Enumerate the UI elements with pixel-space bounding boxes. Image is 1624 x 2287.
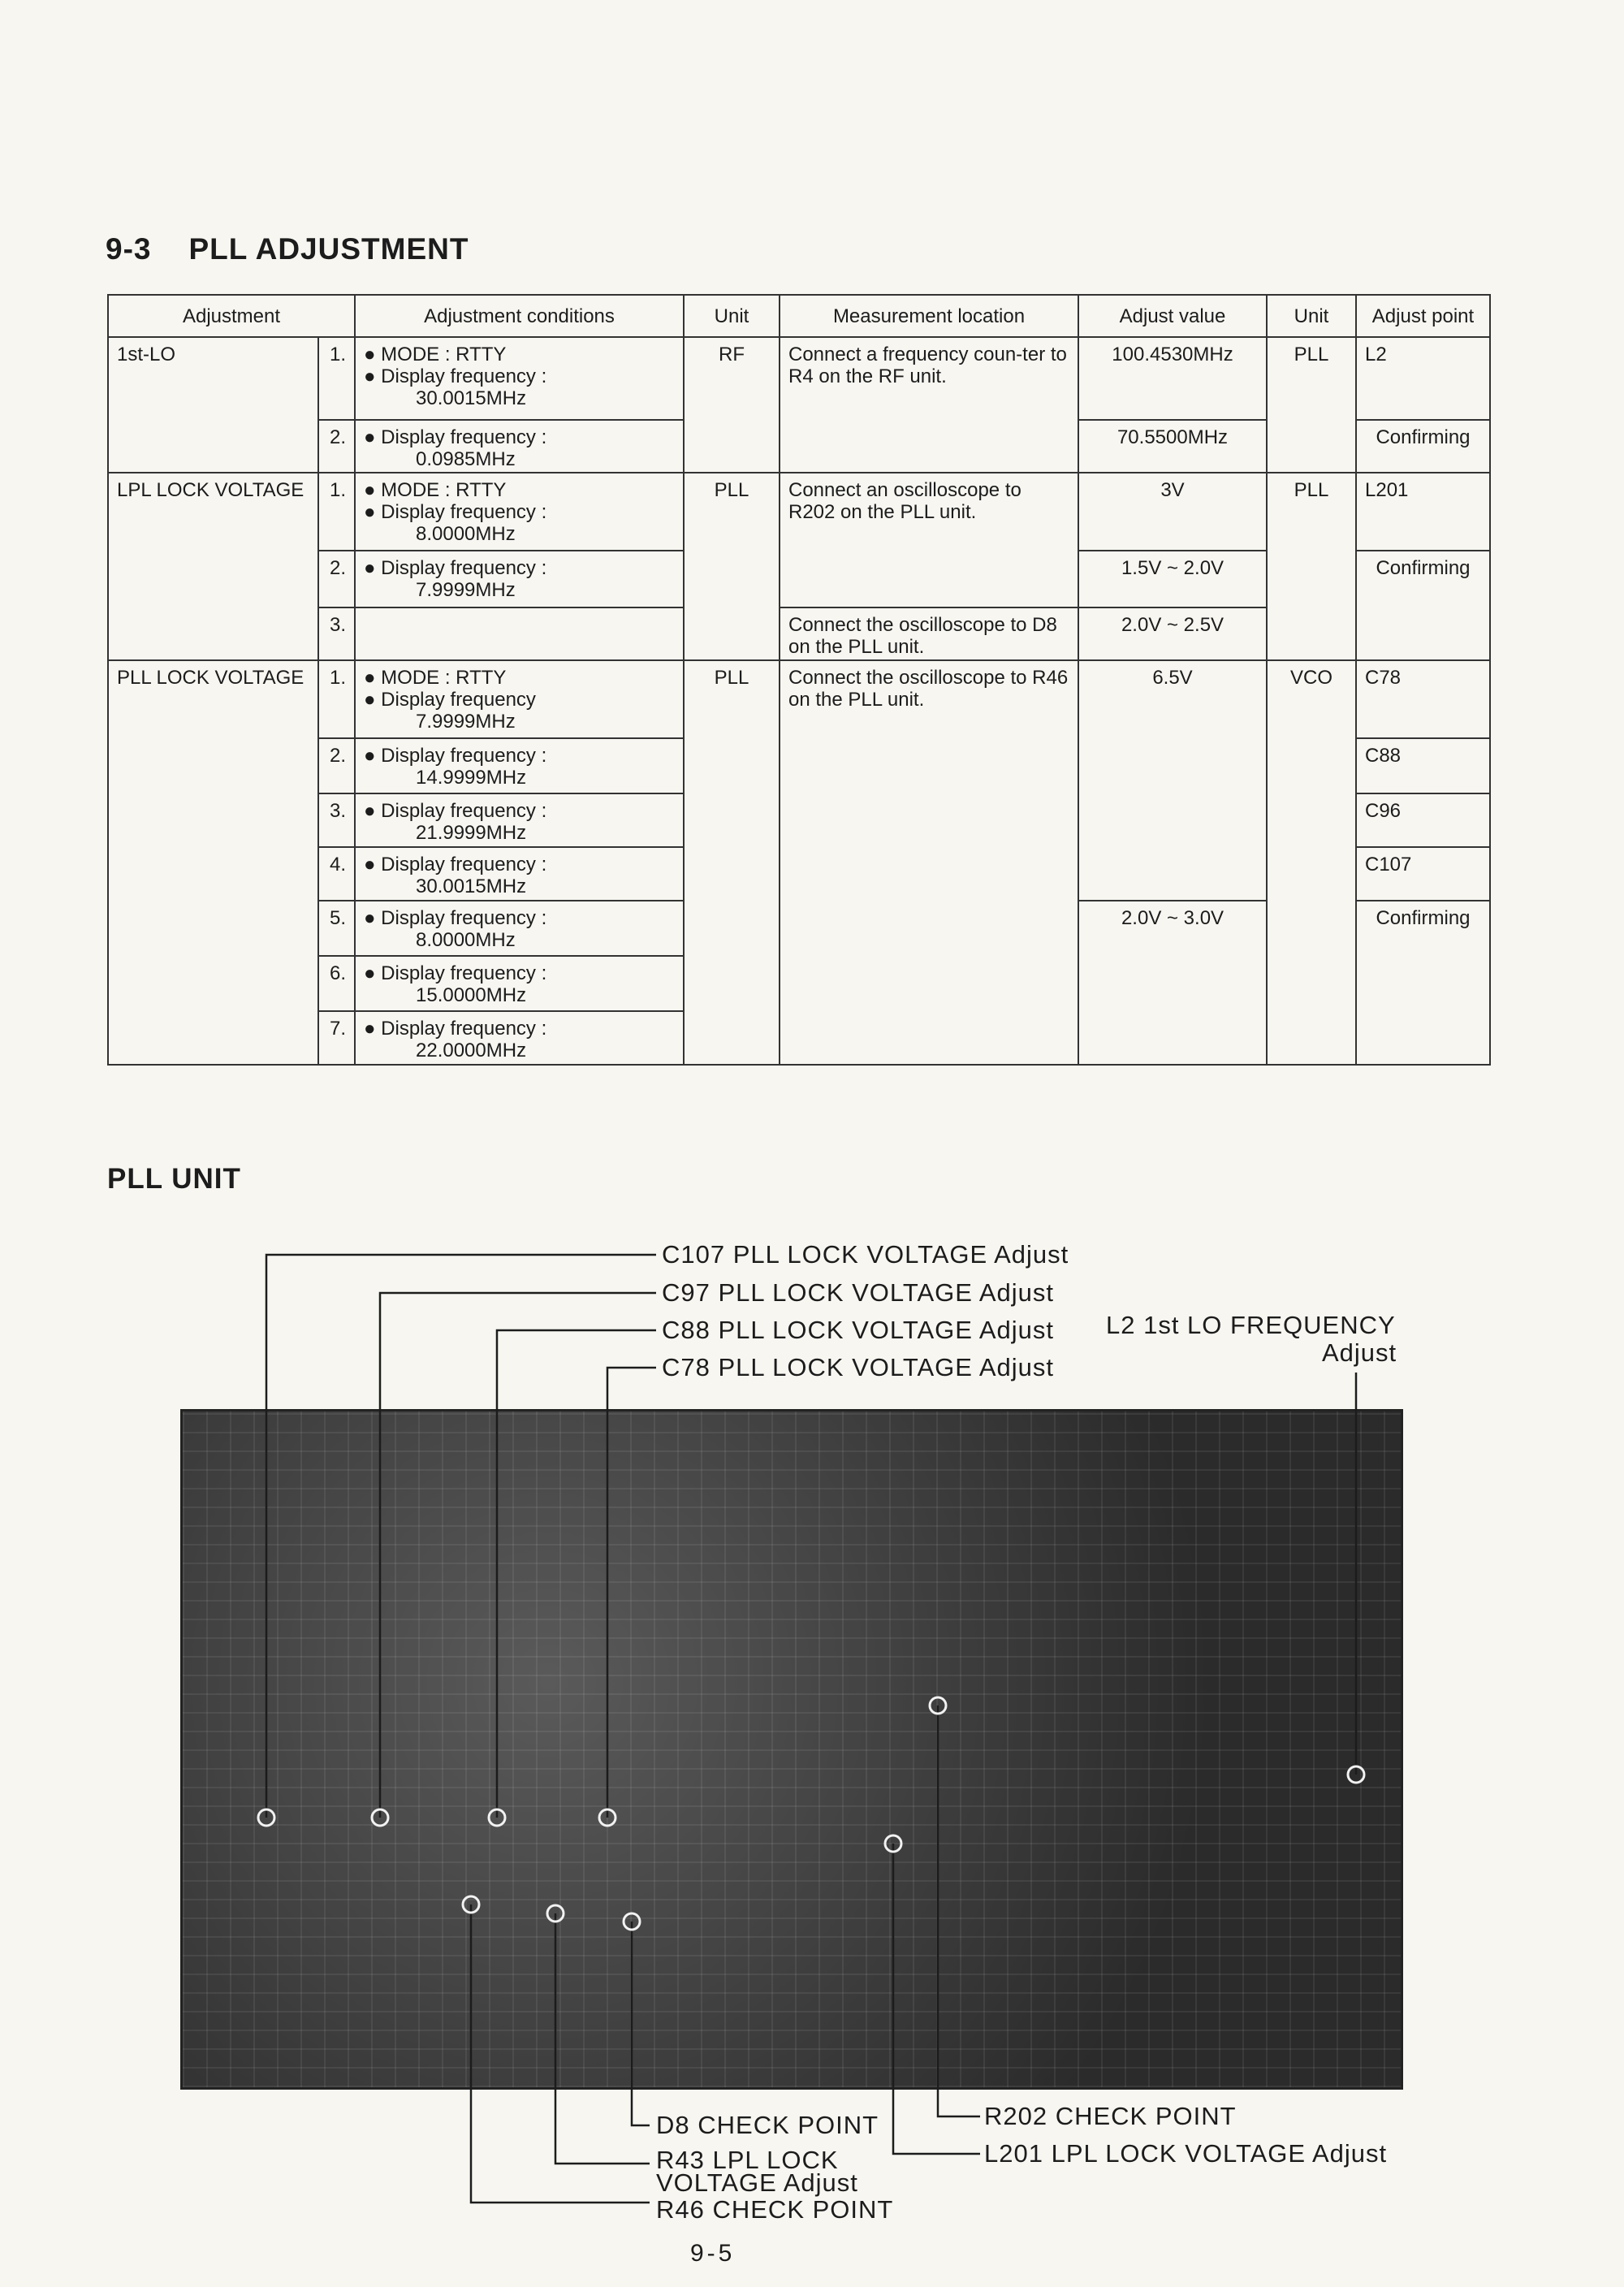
header-point: Adjust point — [1356, 295, 1490, 337]
measurement-location: Connect a frequency coun-ter to R4 on the RF unit. — [780, 337, 1078, 473]
display-frequency-label: ● Display frequency : — [364, 962, 547, 984]
step-number: 3. — [318, 793, 355, 847]
adjustment-name: PLL LOCK VOLTAGE — [108, 660, 318, 1065]
header-unit2: Unit — [1267, 295, 1356, 337]
unit2-cell: PLL — [1267, 473, 1356, 660]
step-number: 1. — [318, 660, 355, 738]
frequency-value: 21.9999MHz — [416, 822, 527, 844]
step-number: 2. — [318, 738, 355, 793]
label-l2-line1: L2 1st LO FREQUENCY — [1106, 1311, 1396, 1339]
leader-c78 — [607, 1368, 656, 1818]
display-frequency-label: ● Display frequency : — [364, 800, 547, 822]
adjust-value: 70.5500MHz — [1078, 420, 1267, 473]
frequency-value: 7.9999MHz — [416, 579, 516, 601]
step-number: 1. — [318, 337, 355, 420]
header-value: Adjust value — [1078, 295, 1267, 337]
frequency-value: 30.0015MHz — [416, 387, 527, 409]
unit2-cell: PLL — [1267, 337, 1356, 473]
label-c88: C88 PLL LOCK VOLTAGE Adjust — [662, 1316, 1055, 1344]
step-number: 7. — [318, 1011, 355, 1065]
adjust-value: 2.0V ~ 2.5V — [1078, 607, 1267, 660]
label-c97: C97 PLL LOCK VOLTAGE Adjust — [662, 1278, 1055, 1307]
leader-c97 — [380, 1293, 656, 1818]
label-c78: C78 PLL LOCK VOLTAGE Adjust — [662, 1353, 1055, 1381]
leader-c88 — [497, 1330, 656, 1818]
pll-unit-heading: PLL UNIT — [107, 1163, 241, 1195]
section-title: PLL ADJUSTMENT — [188, 232, 469, 266]
display-frequency-label: ● Display frequency — [364, 689, 536, 711]
adjust-value: 3V — [1078, 473, 1267, 551]
mode-text: ● MODE : RTTY — [364, 667, 507, 689]
leader-r46 — [471, 1904, 650, 2203]
step-number: 2. — [318, 551, 355, 607]
step-number: 6. — [318, 956, 355, 1011]
display-frequency-label: ● Display frequency : — [364, 854, 547, 875]
display-frequency-label: ● Display frequency : — [364, 1018, 547, 1040]
frequency-value: 0.0985MHz — [416, 448, 516, 470]
step-number: 1. — [318, 473, 355, 551]
leader-c107 — [266, 1255, 656, 1818]
unit-cell: RF — [684, 337, 780, 473]
header-unit: Unit — [684, 295, 780, 337]
frequency-value: 15.0000MHz — [416, 984, 527, 1006]
header-adjustment: Adjustment — [108, 295, 355, 337]
label-l2-line2: Adjust — [1322, 1338, 1397, 1367]
display-frequency-label: ● Display frequency : — [364, 501, 547, 523]
adjust-point: C96 — [1356, 793, 1490, 847]
adjust-value: 1.5V ~ 2.0V — [1078, 551, 1267, 607]
label-r202: R202 CHECK POINT — [984, 2102, 1237, 2130]
display-frequency-label: ● Display frequency : — [364, 426, 547, 448]
section-number: 9-3 — [106, 232, 152, 266]
adjust-value: 100.4530MHz — [1078, 337, 1267, 420]
mode-text: ● MODE : RTTY — [364, 479, 507, 501]
leader-l201 — [893, 1844, 980, 2154]
label-c107: C107 PLL LOCK VOLTAGE Adjust — [662, 1240, 1069, 1269]
step-number: 2. — [318, 420, 355, 473]
header-location: Measurement location — [780, 295, 1078, 337]
unit2-cell: VCO — [1267, 660, 1356, 1065]
adjust-point: C88 — [1356, 738, 1490, 793]
adjust-point: Confirming — [1356, 420, 1490, 473]
leader-r202 — [938, 1706, 980, 2116]
step-number: 3. — [318, 607, 355, 660]
display-frequency-label: ● Display frequency : — [364, 745, 547, 767]
display-frequency-label: ● Display frequency : — [364, 907, 547, 929]
adjust-point: C78 — [1356, 660, 1490, 738]
frequency-value: 22.0000MHz — [416, 1040, 527, 1061]
adjust-point: L2 — [1356, 337, 1490, 420]
label-l201: L201 LPL LOCK VOLTAGE Adjust — [984, 2139, 1388, 2168]
header-conditions: Adjustment conditions — [355, 295, 684, 337]
adjust-point: C107 — [1356, 847, 1490, 901]
adjust-point: Confirming — [1356, 901, 1490, 1065]
adjust-point: Confirming — [1356, 551, 1490, 660]
measurement-location: Connect the oscilloscope to R46 on the PLL unit. — [780, 660, 1078, 1065]
adjustment-name: 1st-LO — [108, 337, 318, 473]
step-number: 4. — [318, 847, 355, 901]
frequency-value: 8.0000MHz — [416, 929, 516, 951]
unit-cell: PLL — [684, 473, 780, 660]
label-r46: R46 CHECK POINT — [656, 2195, 894, 2224]
measurement-location: Connect an oscilloscope to R202 on the PLL unit. — [780, 473, 1078, 607]
label-d8: D8 CHECK POINT — [656, 2111, 879, 2139]
display-frequency-label: ● Display frequency : — [364, 557, 547, 579]
label-r43-line2: VOLTAGE Adjust — [656, 2168, 858, 2197]
page-number: 9-5 — [690, 2240, 736, 2267]
unit-cell: PLL — [684, 660, 780, 1065]
display-frequency-label: ● Display frequency : — [364, 365, 547, 387]
adjustment-name: LPL LOCK VOLTAGE — [108, 473, 318, 660]
mode-text: ● MODE : RTTY — [364, 344, 507, 365]
measurement-location: Connect the oscilloscope to D8 on the PLL unit. — [780, 607, 1078, 660]
adjust-point: L201 — [1356, 473, 1490, 551]
leader-d8 — [632, 1922, 650, 2125]
adjust-value: 2.0V ~ 3.0V — [1078, 901, 1267, 1065]
label-r43-line1: R43 LPL LOCK — [656, 2146, 839, 2174]
frequency-value: 8.0000MHz — [416, 523, 516, 545]
frequency-value: 7.9999MHz — [416, 711, 516, 733]
step-number: 5. — [318, 901, 355, 956]
frequency-value: 30.0015MHz — [416, 875, 527, 897]
frequency-value: 14.9999MHz — [416, 767, 527, 789]
adjust-value: 6.5V — [1078, 660, 1267, 901]
